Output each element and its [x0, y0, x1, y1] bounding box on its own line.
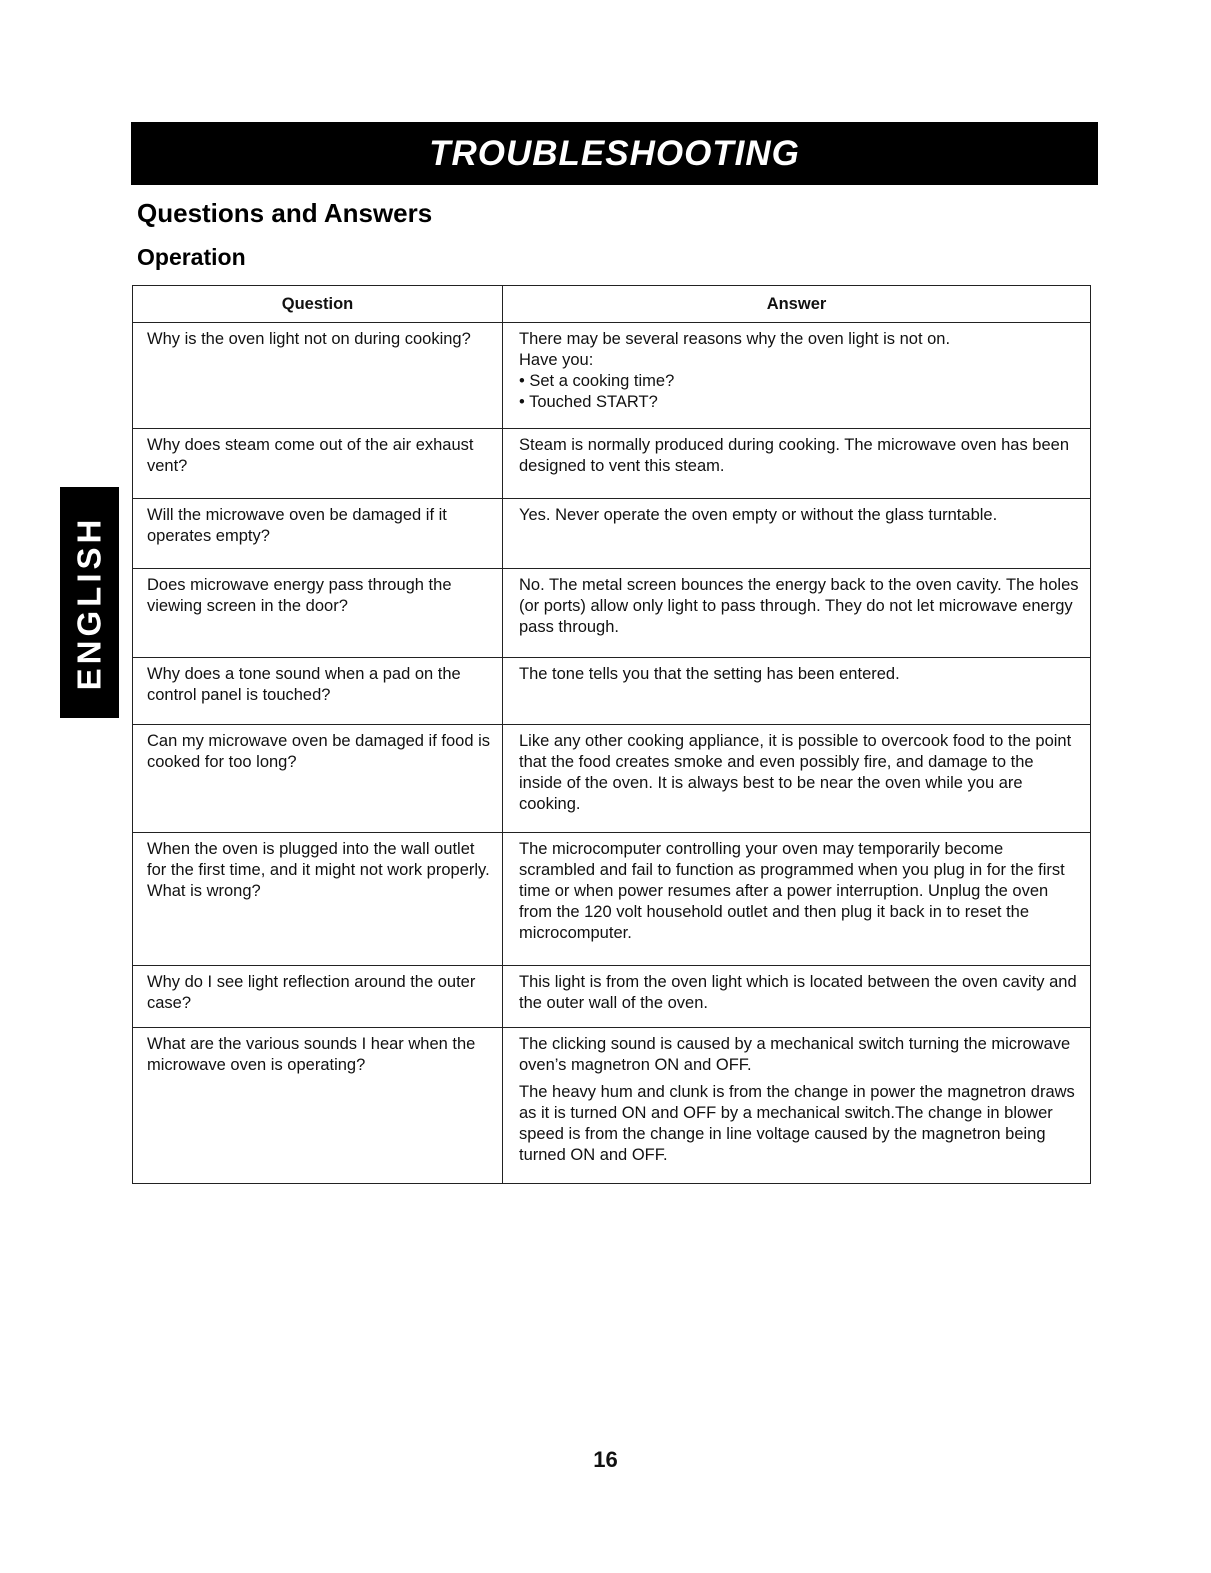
question-cell: Why does steam come out of the air exhaust vent? [133, 429, 503, 499]
answer-line: Yes. Never operate the oven empty or without the glass turntable. [519, 506, 998, 524]
table-row [133, 499, 1091, 569]
answer-cell [503, 499, 1091, 569]
answer-cell [503, 966, 1091, 1028]
answer-line: The tone tells you that the setting has been entered. [519, 665, 900, 683]
question-column-header: Question [133, 286, 503, 323]
answer-line: This light is from the oven light which is located between the oven cavity and the outer wall of the oven. [519, 973, 1077, 1012]
answer-cell [503, 725, 1091, 833]
answer-line: The heavy hum and clunk is from the change in power the magnetron draws as it is turned ON and OFF by a mechanical switch.The change in blower speed is from the change in line voltage caused by the magnetron being turned ON and OFF. [519, 1083, 1075, 1164]
answer-line: Steam is normally produced during cooking. The microwave oven has been designed to vent this steam. [519, 436, 1069, 475]
answer-cell [503, 323, 1091, 429]
page-number: 16 [593, 1447, 618, 1472]
answer-line: The microcomputer controlling your oven may temporarily become scrambled and fail to function as programmed when you plug in for the first time or when power resumes after a power interruption. Unplug the oven from the 120 volt household outlet and then plug it back in to reset the microcomputer. [519, 840, 1065, 942]
answer-line: There may be several reasons why the oven light is not on. [519, 330, 951, 348]
answer-line: No. The metal screen bounces the energy back to the oven cavity. The holes (or ports) allow only light to pass through. They do not let microwave energy pass through. [519, 576, 1079, 636]
question-cell: What are the various sounds I hear when the microwave oven is operating? [133, 1028, 503, 1184]
answer-cell [503, 658, 1091, 725]
language-tab-label: ENGLISH [70, 515, 108, 690]
table-row [133, 1028, 1091, 1184]
answer-bullet: • Set a cooking time? [519, 372, 675, 390]
table-row [133, 569, 1091, 658]
table-row [133, 658, 1091, 725]
table-header-row [133, 286, 1091, 323]
answer-cell [503, 569, 1091, 658]
section-heading: Questions and Answers [137, 198, 433, 228]
answer-line: Have you: [519, 351, 594, 369]
answer-line: Like any other cooking appliance, it is possible to overcook food to the point that the food creates smoke and even possibly fire, and damage to the inside of the oven. It is always best to be near the oven while you are cooking. [519, 732, 1072, 813]
table-row [133, 429, 1091, 499]
question-cell: Why do I see light reflection around the outer case? [133, 966, 503, 1028]
question-cell: Why does a tone sound when a pad on the control panel is touched? [133, 658, 503, 725]
answer-line: The clicking sound is caused by a mechanical switch turning the microwave oven’s magnetron ON and OFF. [519, 1035, 1071, 1074]
answer-cell [503, 1028, 1091, 1184]
question-cell: Will the microwave oven be damaged if it operates empty? [133, 499, 503, 569]
table-row [133, 966, 1091, 1028]
table-row [133, 725, 1091, 833]
subsection-heading: Operation [137, 244, 246, 270]
question-cell: When the oven is plugged into the wall outlet for the first time, and it might not work properly. What is wrong? [133, 833, 503, 966]
question-cell: Can my microwave oven be damaged if food is cooked for too long? [133, 725, 503, 833]
question-cell: Why is the oven light not on during cooking? [133, 323, 503, 429]
answer-cell [503, 429, 1091, 499]
qa-table [132, 285, 1091, 1184]
answer-bullet: • Touched START? [519, 393, 658, 411]
table-row [133, 323, 1091, 429]
troubleshooting-banner [131, 122, 1098, 185]
banner-title: TROUBLESHOOTING [429, 133, 800, 173]
answer-cell [503, 833, 1091, 966]
answer-column-header: Answer [503, 286, 1091, 323]
language-tab-english [60, 487, 119, 718]
table-row [133, 833, 1091, 966]
question-cell: Does microwave energy pass through the viewing screen in the door? [133, 569, 503, 658]
